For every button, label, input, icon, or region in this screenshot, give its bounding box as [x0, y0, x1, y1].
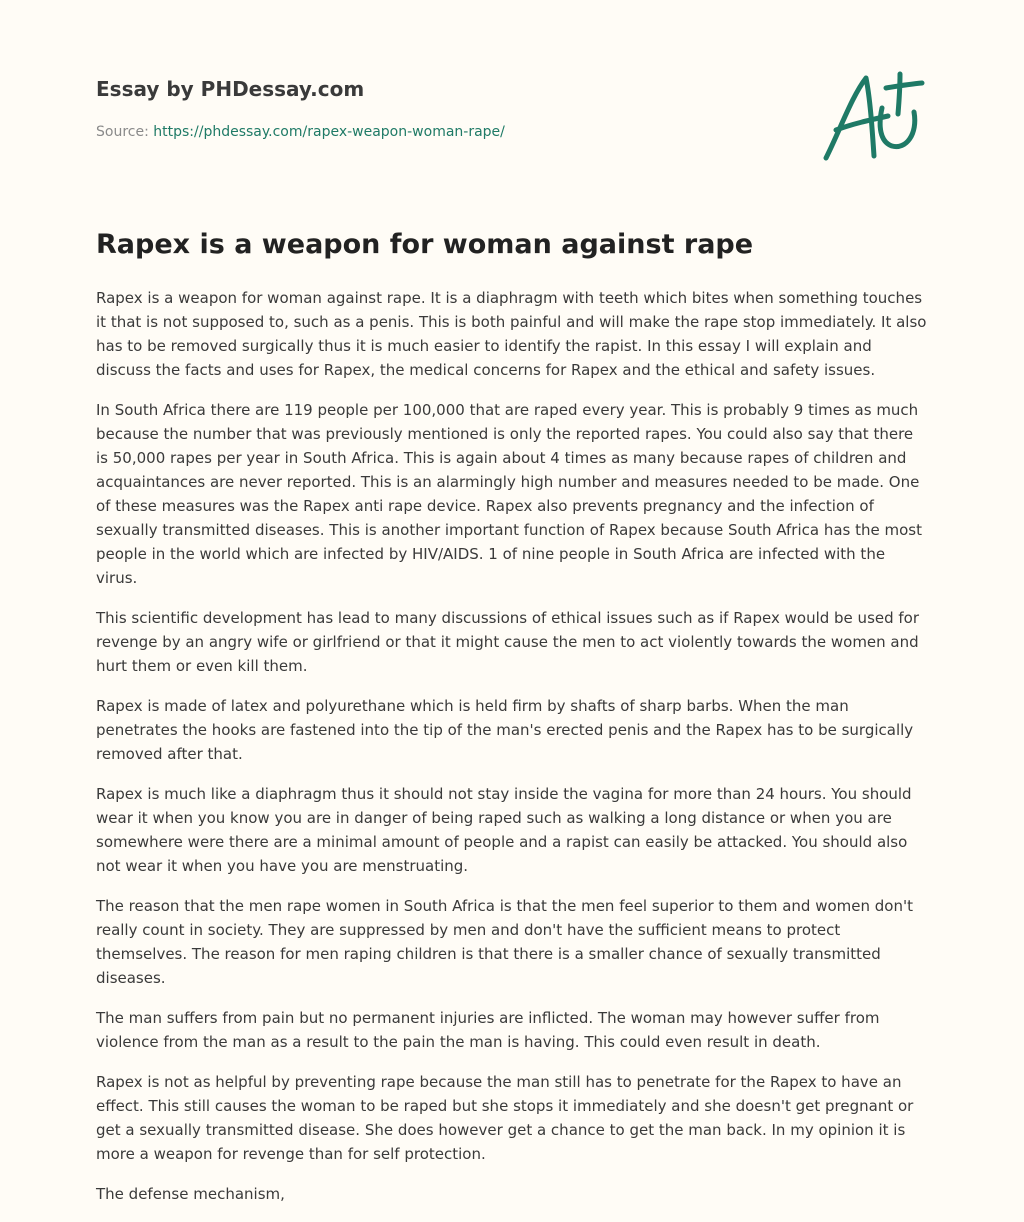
essay-content: [96, 226, 928, 1222]
page-header: [96, 0, 928, 180]
essay-paragraph: Rapex is a weapon for woman against rape. It is a diaphragm with teeth which bites when something touches it that is not supposed to, such as a penis. This is both painful and will make the rape stop immediately. It also has to be removed surgically thus it is much easier to identify the rapist. In this essay I will explain and discuss the facts and uses for Rapex, the medical concerns for Rapex and the ethical and safety issues.: [96, 289, 927, 379]
essay-paragraph: The defense mechanism,: [96, 1185, 285, 1203]
essay-paragraph: The reason that the men rape women in South Africa is that the men feel superior to them and women don't really count in society. They are suppressed by men and don't have the sufficient means to protect themselves. The reason for men raping children is that there is a smaller chance of sexually transmitted diseases.: [96, 897, 913, 987]
essay-paragraph: Rapex is not as helpful by preventing rape because the man still has to penetrate for the Rapex to have an effect. This still causes the woman to be raped but she stops it immediately and she doesn't get pregnant or get a sexually transmitted disease. She does however get a chance to get the man back. In my opinion it is more a weapon for revenge than for self protection.: [96, 1073, 914, 1163]
source-link[interactable]: https://phdessay.com/rapex-weapon-woman-rape/: [153, 124, 505, 140]
site-title: Essay by PHDessay.com: [96, 77, 365, 101]
source-line: [96, 124, 505, 140]
essay-paragraph: Rapex is much like a diaphragm thus it should not stay inside the vagina for more than 24 hours. You should wear it when you know you are in danger of being raped such as walking a long distance or when you are somewhere were there are a minimal amount of people and a rapist can easily be attacked. You should also not wear it when you have you are menstruating.: [96, 785, 912, 875]
essay-paragraph: This scientific development has lead to many discussions of ethical issues such as if Rapex would be used for revenge by an angry wife or girlfriend or that it might cause the men to act violently towards the women and hurt them or even kill them.: [96, 609, 920, 675]
source-label: Source:: [96, 124, 149, 140]
a-plus-logo-icon: [822, 68, 926, 164]
essay-paragraph: Rapex is made of latex and polyurethane which is held firm by shafts of sharp barbs. When the man penetrates the hooks are fastened into the tip of the man's erected penis and the Rapex has to be surgically removed after that.: [96, 697, 914, 763]
essay-title: Rapex is a weapon for woman against rape: [96, 229, 754, 260]
essay-paragraph: The man suffers from pain but no permanent injuries are inflicted. The woman may however suffer from violence from the man as a result to the pain the man is having. This could even result in death.: [96, 1009, 880, 1051]
essay-paragraph: In South Africa there are 119 people per 100,000 that are raped every year. This is probably 9 times as much because the number that was previously mentioned is only the reported rapes. You could also say that there is 50,000 rapes per year in South Africa. This is again about 4 times as many because rapes of children and acquaintances are never reported. This is an alarmingly high number and measures needed to be made. One of these measures was the Rapex anti rape device. Rapex also prevents pregnancy and the infection of sexually transmitted diseases. This is another important function of Rapex because South Africa has the most people in the world which are infected by HIV/AIDS. 1 of nine people in South Africa are infected with the virus.: [96, 401, 923, 587]
